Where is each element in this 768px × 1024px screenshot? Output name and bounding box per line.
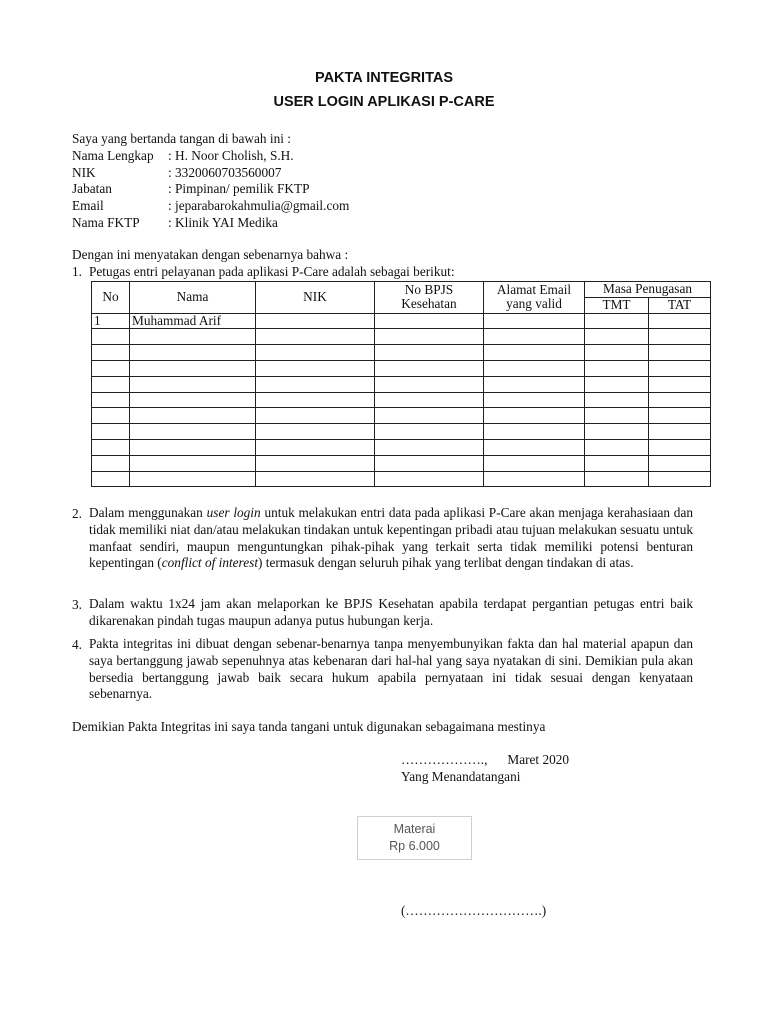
identity-row-nik <box>72 165 281 181</box>
identity-value: : 3320060703560007 <box>168 165 282 180</box>
identity-row-email <box>72 198 349 214</box>
table-row <box>92 455 711 471</box>
header-no: No <box>92 282 130 314</box>
header-bpjs-line2: Kesehatan <box>401 296 457 312</box>
identity-row-jabatan <box>72 181 309 197</box>
table-row <box>92 376 711 392</box>
point-number: 4. <box>72 637 82 652</box>
materai-label: Materai <box>393 822 436 836</box>
cell-email <box>484 313 585 329</box>
document-title: PAKTA INTEGRITAS <box>314 70 453 86</box>
cell-no: 1 <box>92 313 130 329</box>
materai-value: Rp 6.000 <box>389 839 440 853</box>
header-email-line2: yang valid <box>506 296 562 312</box>
closing-text: Demikian Pakta Integritas ini saya tanda tangani untuk digunakan sebagaimana mestinya <box>72 719 546 734</box>
identity-row-nama <box>72 148 294 164</box>
identity-value: : H. Noor Cholish, S.H. <box>168 148 294 163</box>
header-tmt: TMT <box>585 297 649 313</box>
statement-text: Dengan ini menyatakan dengan sebenarnya bahwa : <box>72 247 349 262</box>
document-subtitle: USER LOGIN APLIKASI P-CARE <box>273 94 495 110</box>
header-bpjs-line1: No BPJS <box>404 281 454 297</box>
header-email-line1: Alamat Email <box>496 281 572 297</box>
identity-label: NIK <box>72 165 96 180</box>
point2-text-part: untuk melakukan entri data pada aplikasi P-Care akan menjaga kerahasiaan dan tidak memiliki niat dan/atau melakukan tindakan untuk kepentingan pribadi atau tujuan melakukan sesuatu untuk manfaat sendiri, maupun menguntungkan pihak-pihak yang terkait serta tidak memiliki potensi benturan kepentingan ( <box>89 505 693 571</box>
identity-value: : Pimpinan/ pemilik FKTP <box>168 181 310 196</box>
header-tat: TAT <box>649 297 711 313</box>
signature-name-placeholder: (………………………….) <box>401 903 547 918</box>
header-bpjs <box>375 282 484 314</box>
identity-label: Email <box>72 198 104 213</box>
point2-emphasis-conflict: conflict of interest <box>161 555 259 571</box>
identity-label: Nama Lengkap <box>72 148 154 163</box>
identity-label: Nama FKTP <box>72 215 140 230</box>
identity-value: : jeparabarokahmulia@gmail.com <box>168 198 350 213</box>
table-row <box>92 360 711 376</box>
cell-tmt <box>585 313 649 329</box>
identity-label: Jabatan <box>72 181 112 196</box>
point2-text-part: ) termasuk dengan seluruh pihak yang terlibat dengan tindakan di atas. <box>258 555 634 571</box>
point4-text: Pakta integritas ini dibuat dengan sebenar-benarnya tanpa menyembunyikan fakta dan hal material apapun dan saya bertanggung jawab sepenuhnya atas kebenaran dari hal-hal yang saya nyatakan di sini. Demikian pula akan bersedia bertanggung jawab baik secara hukum apabila pernyataan ini tidak sesuai dengan kenyataan sebenarnya. <box>89 636 693 702</box>
officer-table <box>91 281 711 487</box>
header-email <box>484 282 585 314</box>
identity-row-fktp <box>72 215 278 231</box>
signature-role: Yang Menandatangani <box>401 769 521 784</box>
materai-stamp-box <box>357 816 472 860</box>
point-number: 1. <box>72 264 82 279</box>
point2-text-part: Dalam menggunakan <box>89 505 207 520</box>
table-row <box>92 392 711 408</box>
point-number: 2. <box>72 506 82 521</box>
point2-text <box>89 505 693 572</box>
table-row <box>92 313 711 329</box>
point2-emphasis-user-login: user login <box>206 505 261 520</box>
intro-text: Saya yang bertanda tangan di bawah ini : <box>72 131 291 146</box>
identity-value: : Klinik YAI Medika <box>168 215 278 230</box>
header-nik: NIK <box>256 282 375 314</box>
table-row <box>92 408 711 424</box>
point3-text: Dalam waktu 1x24 jam akan melaporkan ke BPJS Kesehatan apabila terdapat pergantian petugas entri baik dikarenakan pindah tugas maupun adanya putus hubungan kerja. <box>89 596 693 628</box>
table-row <box>92 329 711 345</box>
cell-nik <box>256 313 375 329</box>
table-row <box>92 424 711 440</box>
header-nama: Nama <box>130 282 256 314</box>
point-number: 3. <box>72 597 82 612</box>
header-masa-penugasan: Masa Penugasan <box>585 282 711 298</box>
signature-place-date: ………………., Maret 2020 <box>401 752 570 767</box>
table-row <box>92 471 711 487</box>
cell-tat <box>649 313 711 329</box>
point1-text: Petugas entri pelayanan pada aplikasi P-Care adalah sebagai berikut: <box>89 264 455 279</box>
cell-nama: Muhammad Arif <box>130 313 256 329</box>
table-row <box>92 345 711 361</box>
table-row <box>92 439 711 455</box>
cell-bpjs <box>375 313 484 329</box>
